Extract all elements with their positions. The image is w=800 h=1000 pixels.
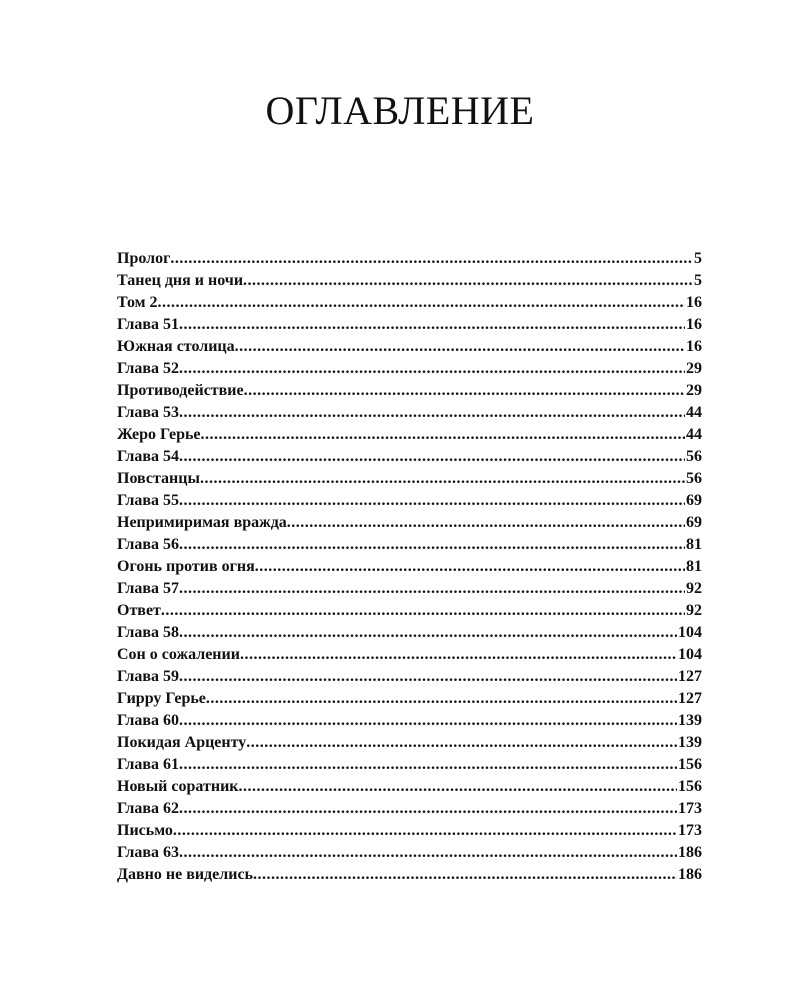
toc-leader-dots — [170, 248, 693, 270]
toc-leader-dots — [246, 732, 677, 754]
toc-entry-southern-capital[interactable] — [117, 336, 702, 358]
toc-leader-dots — [161, 600, 685, 622]
toc-entry-rebels[interactable] — [117, 468, 702, 490]
toc-entry-volume-2[interactable] — [117, 292, 702, 314]
toc-leader-dots — [179, 754, 677, 776]
toc-leader-dots — [179, 666, 677, 688]
toc-entry-chapter-55[interactable] — [117, 490, 702, 512]
page-title: ОГЛАВЛЕНИЕ — [265, 88, 535, 133]
toc-entry-label: Том 2 — [117, 294, 158, 311]
toc-entry-chapter-58[interactable] — [117, 622, 702, 644]
toc-entry-fire-against-fire[interactable] — [117, 556, 702, 578]
toc-entry-page-number: 81 — [686, 536, 702, 553]
toc-entry-label: Южная столица — [117, 338, 235, 355]
toc-entry-chapter-57[interactable] — [117, 578, 702, 600]
toc-entry-page-number: 92 — [686, 602, 702, 619]
toc-entry-leaving-arcenta[interactable] — [117, 732, 702, 754]
toc-entry-page-number: 69 — [686, 492, 702, 509]
toc-entry-letter[interactable] — [117, 820, 702, 842]
toc-entry-page-number: 5 — [694, 272, 702, 289]
toc-entry-label: Танец дня и ночи — [117, 272, 244, 289]
toc-entry-label: Огонь против огня — [117, 558, 255, 575]
toc-entry-label: Глава 54 — [117, 448, 179, 465]
toc-leader-dots — [239, 776, 678, 798]
toc-entry-label: Новый соратник — [117, 778, 239, 795]
toc-entry-label: Давно не виделись — [117, 866, 253, 883]
toc-entry-chapter-63[interactable] — [117, 842, 702, 864]
toc-entry-label: Непримиримая вражда — [117, 514, 287, 531]
toc-entry-long-time-no-see[interactable] — [117, 864, 702, 886]
toc-leader-dots — [287, 512, 685, 534]
toc-entry-page-number: 29 — [686, 382, 702, 399]
toc-leader-dots — [206, 688, 677, 710]
toc-entry-chapter-61[interactable] — [117, 754, 702, 776]
toc-entry-label: Повстанцы — [117, 470, 200, 487]
toc-leader-dots — [255, 556, 685, 578]
toc-entry-label: Глава 61 — [117, 756, 179, 773]
toc-entry-label: Глава 63 — [117, 844, 179, 861]
toc-entry-label: Жеро Герье — [117, 426, 201, 443]
toc-entry-label: Глава 62 — [117, 800, 179, 817]
toc-leader-dots — [179, 622, 677, 644]
toc-leader-dots — [179, 490, 685, 512]
toc-leader-dots — [253, 864, 677, 886]
toc-entry-new-ally[interactable] — [117, 776, 702, 798]
toc-entry-chapter-62[interactable] — [117, 798, 702, 820]
toc-leader-dots — [158, 292, 685, 314]
toc-entry-label: Сон о сожалении — [117, 646, 240, 663]
toc-entry-page-number: 5 — [694, 250, 702, 267]
toc-leader-dots — [179, 710, 677, 732]
toc-entry-page-number: 156 — [678, 756, 702, 773]
toc-entry-page-number: 104 — [678, 646, 702, 663]
toc-entry-answer[interactable] — [117, 600, 702, 622]
toc-entry-label: Пролог — [117, 250, 171, 267]
toc-entry-page-number: 127 — [678, 668, 702, 685]
toc-entry-page-number: 139 — [678, 734, 702, 751]
toc-leader-dots — [179, 842, 677, 864]
toc-leader-dots — [243, 270, 693, 292]
toc-entry-label: Письмо — [117, 822, 173, 839]
toc-entry-page-number: 16 — [686, 338, 702, 355]
toc-entry-chapter-60[interactable] — [117, 710, 702, 732]
table-of-contents — [117, 248, 702, 886]
toc-entry-chapter-56[interactable] — [117, 534, 702, 556]
toc-entry-label: Глава 51 — [117, 316, 179, 333]
toc-entry-page-number: 56 — [686, 470, 702, 487]
toc-entry-opposition[interactable] — [117, 380, 702, 402]
toc-entry-page-number: 139 — [678, 712, 702, 729]
toc-leader-dots — [179, 402, 685, 424]
toc-leader-dots — [235, 336, 685, 358]
toc-leader-dots — [173, 820, 677, 842]
toc-entry-page-number: 156 — [678, 778, 702, 795]
toc-entry-label: Ответ — [117, 602, 161, 619]
toc-entry-prolog[interactable] — [117, 248, 702, 270]
toc-entry-page-number: 29 — [686, 360, 702, 377]
toc-entry-page-number: 127 — [678, 690, 702, 707]
toc-entry-label: Гирру Герье — [117, 690, 206, 707]
toc-entry-zhero-gerye[interactable] — [117, 424, 702, 446]
toc-entry-page-number: 186 — [678, 844, 702, 861]
toc-entry-page-number: 92 — [686, 580, 702, 597]
toc-entry-dance-of-day-and-night[interactable] — [117, 270, 702, 292]
toc-entry-page-number: 16 — [686, 316, 702, 333]
toc-leader-dots — [244, 380, 685, 402]
toc-entry-page-number: 186 — [678, 866, 702, 883]
toc-leader-dots — [179, 314, 685, 336]
toc-entry-girru-gerye[interactable] — [117, 688, 702, 710]
toc-leader-dots — [179, 446, 685, 468]
toc-entry-page-number: 16 — [686, 294, 702, 311]
toc-entry-chapter-52[interactable] — [117, 358, 702, 380]
toc-leader-dots — [179, 578, 685, 600]
toc-entry-label: Противодействие — [117, 382, 244, 399]
toc-entry-page-number: 69 — [686, 514, 702, 531]
toc-leader-dots — [179, 798, 677, 820]
toc-entry-chapter-54[interactable] — [117, 446, 702, 468]
toc-entry-page-number: 56 — [686, 448, 702, 465]
toc-entry-label: Покидая Арценту — [117, 734, 247, 751]
toc-leader-dots — [179, 534, 685, 556]
toc-leader-dots — [240, 644, 677, 666]
toc-entry-page-number: 44 — [686, 426, 702, 443]
toc-entry-page-number: 173 — [678, 800, 702, 817]
toc-entry-label: Глава 56 — [117, 536, 179, 553]
toc-leader-dots — [179, 358, 685, 380]
toc-entry-page-number: 44 — [686, 404, 702, 421]
toc-entry-chapter-51[interactable] — [117, 314, 702, 336]
toc-entry-label: Глава 59 — [117, 668, 179, 685]
toc-entry-irreconcilable-enmity[interactable] — [117, 512, 702, 534]
toc-entry-chapter-59[interactable] — [117, 666, 702, 688]
toc-entry-label: Глава 60 — [117, 712, 179, 729]
toc-leader-dots — [201, 424, 685, 446]
toc-entry-chapter-53[interactable] — [117, 402, 702, 424]
toc-entry-page-number: 81 — [686, 558, 702, 575]
toc-entry-page-number: 173 — [678, 822, 702, 839]
toc-entry-label: Глава 57 — [117, 580, 179, 597]
toc-entry-label: Глава 58 — [117, 624, 179, 641]
toc-leader-dots — [200, 468, 685, 490]
toc-entry-label: Глава 53 — [117, 404, 179, 421]
toc-entry-dream-of-regret[interactable] — [117, 644, 702, 666]
toc-entry-label: Глава 52 — [117, 360, 179, 377]
toc-entry-page-number: 104 — [678, 624, 702, 641]
toc-entry-label: Глава 55 — [117, 492, 179, 509]
